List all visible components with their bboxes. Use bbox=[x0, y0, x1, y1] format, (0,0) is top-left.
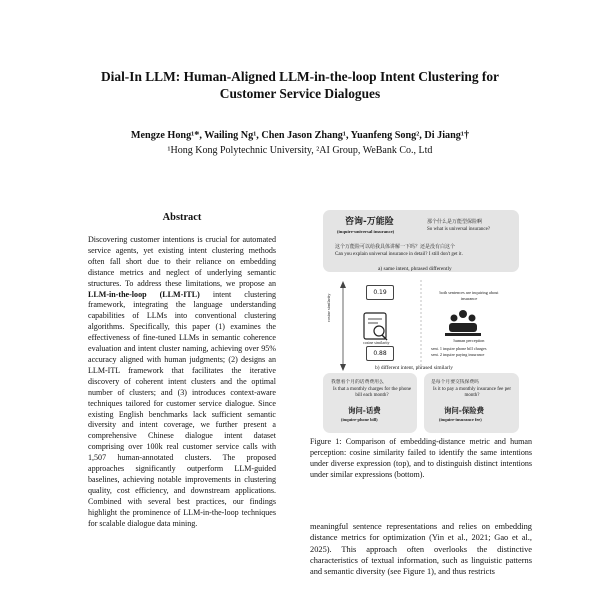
abstract-text-1: Discovering customer intentions is crucial for automated service agents, yet existing intent clustering methods often fall short due to their reliance on embedding distance metrics and neglect of underlying semantic structures. To address these limitations, we propose an bbox=[88, 235, 276, 288]
bl-question-en: Is that a monthly charges for the phone bill each month? bbox=[332, 387, 412, 398]
right-bottom-note-2: sent. 2 inquire paying insurance bbox=[431, 352, 485, 357]
question-2-en: Can you explain universal insurance in detail? I still don't get it. bbox=[335, 252, 463, 257]
figure-caption: Figure 1: Comparison of embedding-distance metric and human perception: cosine similarity failed to identify the same intentions under diverse expression (top), and to distinguish distinct intentions under similar expressions (bottom). bbox=[310, 437, 532, 479]
bl-intent-en: (inquire-phone bill) bbox=[341, 417, 378, 422]
abstract-text-2: intent clustering framework, integrating the language understanding capabilities of LLMs into conventional clustering algorithms. Specifically, this paper (1) examines the effectiveness of fine-tuned LLMs in semantic coherence evaluation and intent cluster naming, achieving over 95% accuracy aligned with human judgments; (2) designs an LLM-ITL framework that facilitates the iterative discovery of coherent intent clusters and the optimal number of clusters; and (3) introduces context-aware techniques tailored for customer service dialogue. Since existing English benchmarks lack sufficient semantic diversity and intent coverage, we further present a comprehensive Chinese dialogue intent dataset comprising over 100k real customer service calls with 1,507 human-annotated clusters. The proposed approaches significantly outperform LLM-guided baselines, achieving notable improvements in clustering quality, cost efficiency, and downstream applications. Combined with several best practices, our findings highlight the prominence of LLM-in-the-loop techniques for scalable dialogue data mining. bbox=[88, 289, 276, 528]
label-b: b) different intent, phrased similarly bbox=[375, 365, 453, 371]
body-text-column-2: meaningful sentence representations and relies on embedding distance metrics for optimization (Yin et al., 2021; Gao et al., 2025). This approach often overlooks the distinctive characteristics of textual information, such as linguistic patterns and semantic diversity (see Figure 1), and thus restricts bbox=[310, 522, 532, 577]
title-line-2: Customer Service Dialogues bbox=[219, 86, 381, 101]
author-list: Mengze Hong¹*, Wailing Ng¹, Chen Jason Zhang¹, Yuanfeng Song², Di Jiang¹† bbox=[130, 130, 470, 141]
score-low: 0.88 bbox=[366, 346, 394, 361]
bl-intent-cn: 询问-话费 bbox=[348, 406, 381, 415]
figure-1 bbox=[323, 210, 519, 432]
axis-label: cosine similarity bbox=[326, 293, 331, 322]
question-2-cn: 这个万能险可以给我具体讲解一下吗？还是没有白这个 bbox=[335, 244, 456, 250]
people-group-icon bbox=[445, 310, 481, 336]
paper-title bbox=[40, 68, 560, 102]
label-a: a) same intent, phrased differently bbox=[378, 266, 452, 272]
question-1-en: So what is universal insurance? bbox=[427, 227, 491, 232]
magnifier-icon bbox=[374, 326, 384, 336]
br-question-cn: 是每个月要交钱保费吗 bbox=[431, 380, 479, 385]
mid-label: cosine similarity bbox=[363, 340, 390, 345]
right-bottom-note-1: sent. 1 inquire phone bill charges bbox=[431, 346, 487, 351]
abstract-heading: Abstract bbox=[162, 212, 202, 223]
br-intent-en: (inquire-insurance fee) bbox=[439, 417, 482, 422]
top-intent-title-cn: 咨询-万能险 bbox=[345, 217, 394, 227]
right-mid-note: human perception bbox=[453, 338, 485, 343]
br-intent-cn: 询问-保险费 bbox=[444, 406, 485, 415]
title-line-1: Dial-In LLM: Human-Aligned LLM-in-the-loop Intent Clustering for bbox=[100, 69, 499, 84]
br-question-en: Is it to pay a monthly insurance fee per month? bbox=[432, 387, 512, 398]
affiliations: ¹Hong Kong Polytechnic University, ²AI Group, WeBank Co., Ltd bbox=[167, 145, 433, 156]
abstract-body bbox=[88, 235, 276, 529]
right-top-note: both sentences are inquiring about insurance bbox=[439, 290, 499, 301]
bl-question-cn: 我想看个月的话费费用么 bbox=[331, 380, 384, 385]
question-1-cn: 那个什么是万能型保险啊 bbox=[427, 219, 483, 225]
score-high: 0.19 bbox=[366, 285, 394, 300]
axis-arrow-up bbox=[340, 281, 346, 288]
abstract-bold-term: LLM-in-the-loop (LLM-ITL) bbox=[88, 289, 200, 299]
axis-arrow-down bbox=[340, 364, 346, 371]
top-intent-title-en: (inquire-universal insurance) bbox=[337, 229, 395, 234]
